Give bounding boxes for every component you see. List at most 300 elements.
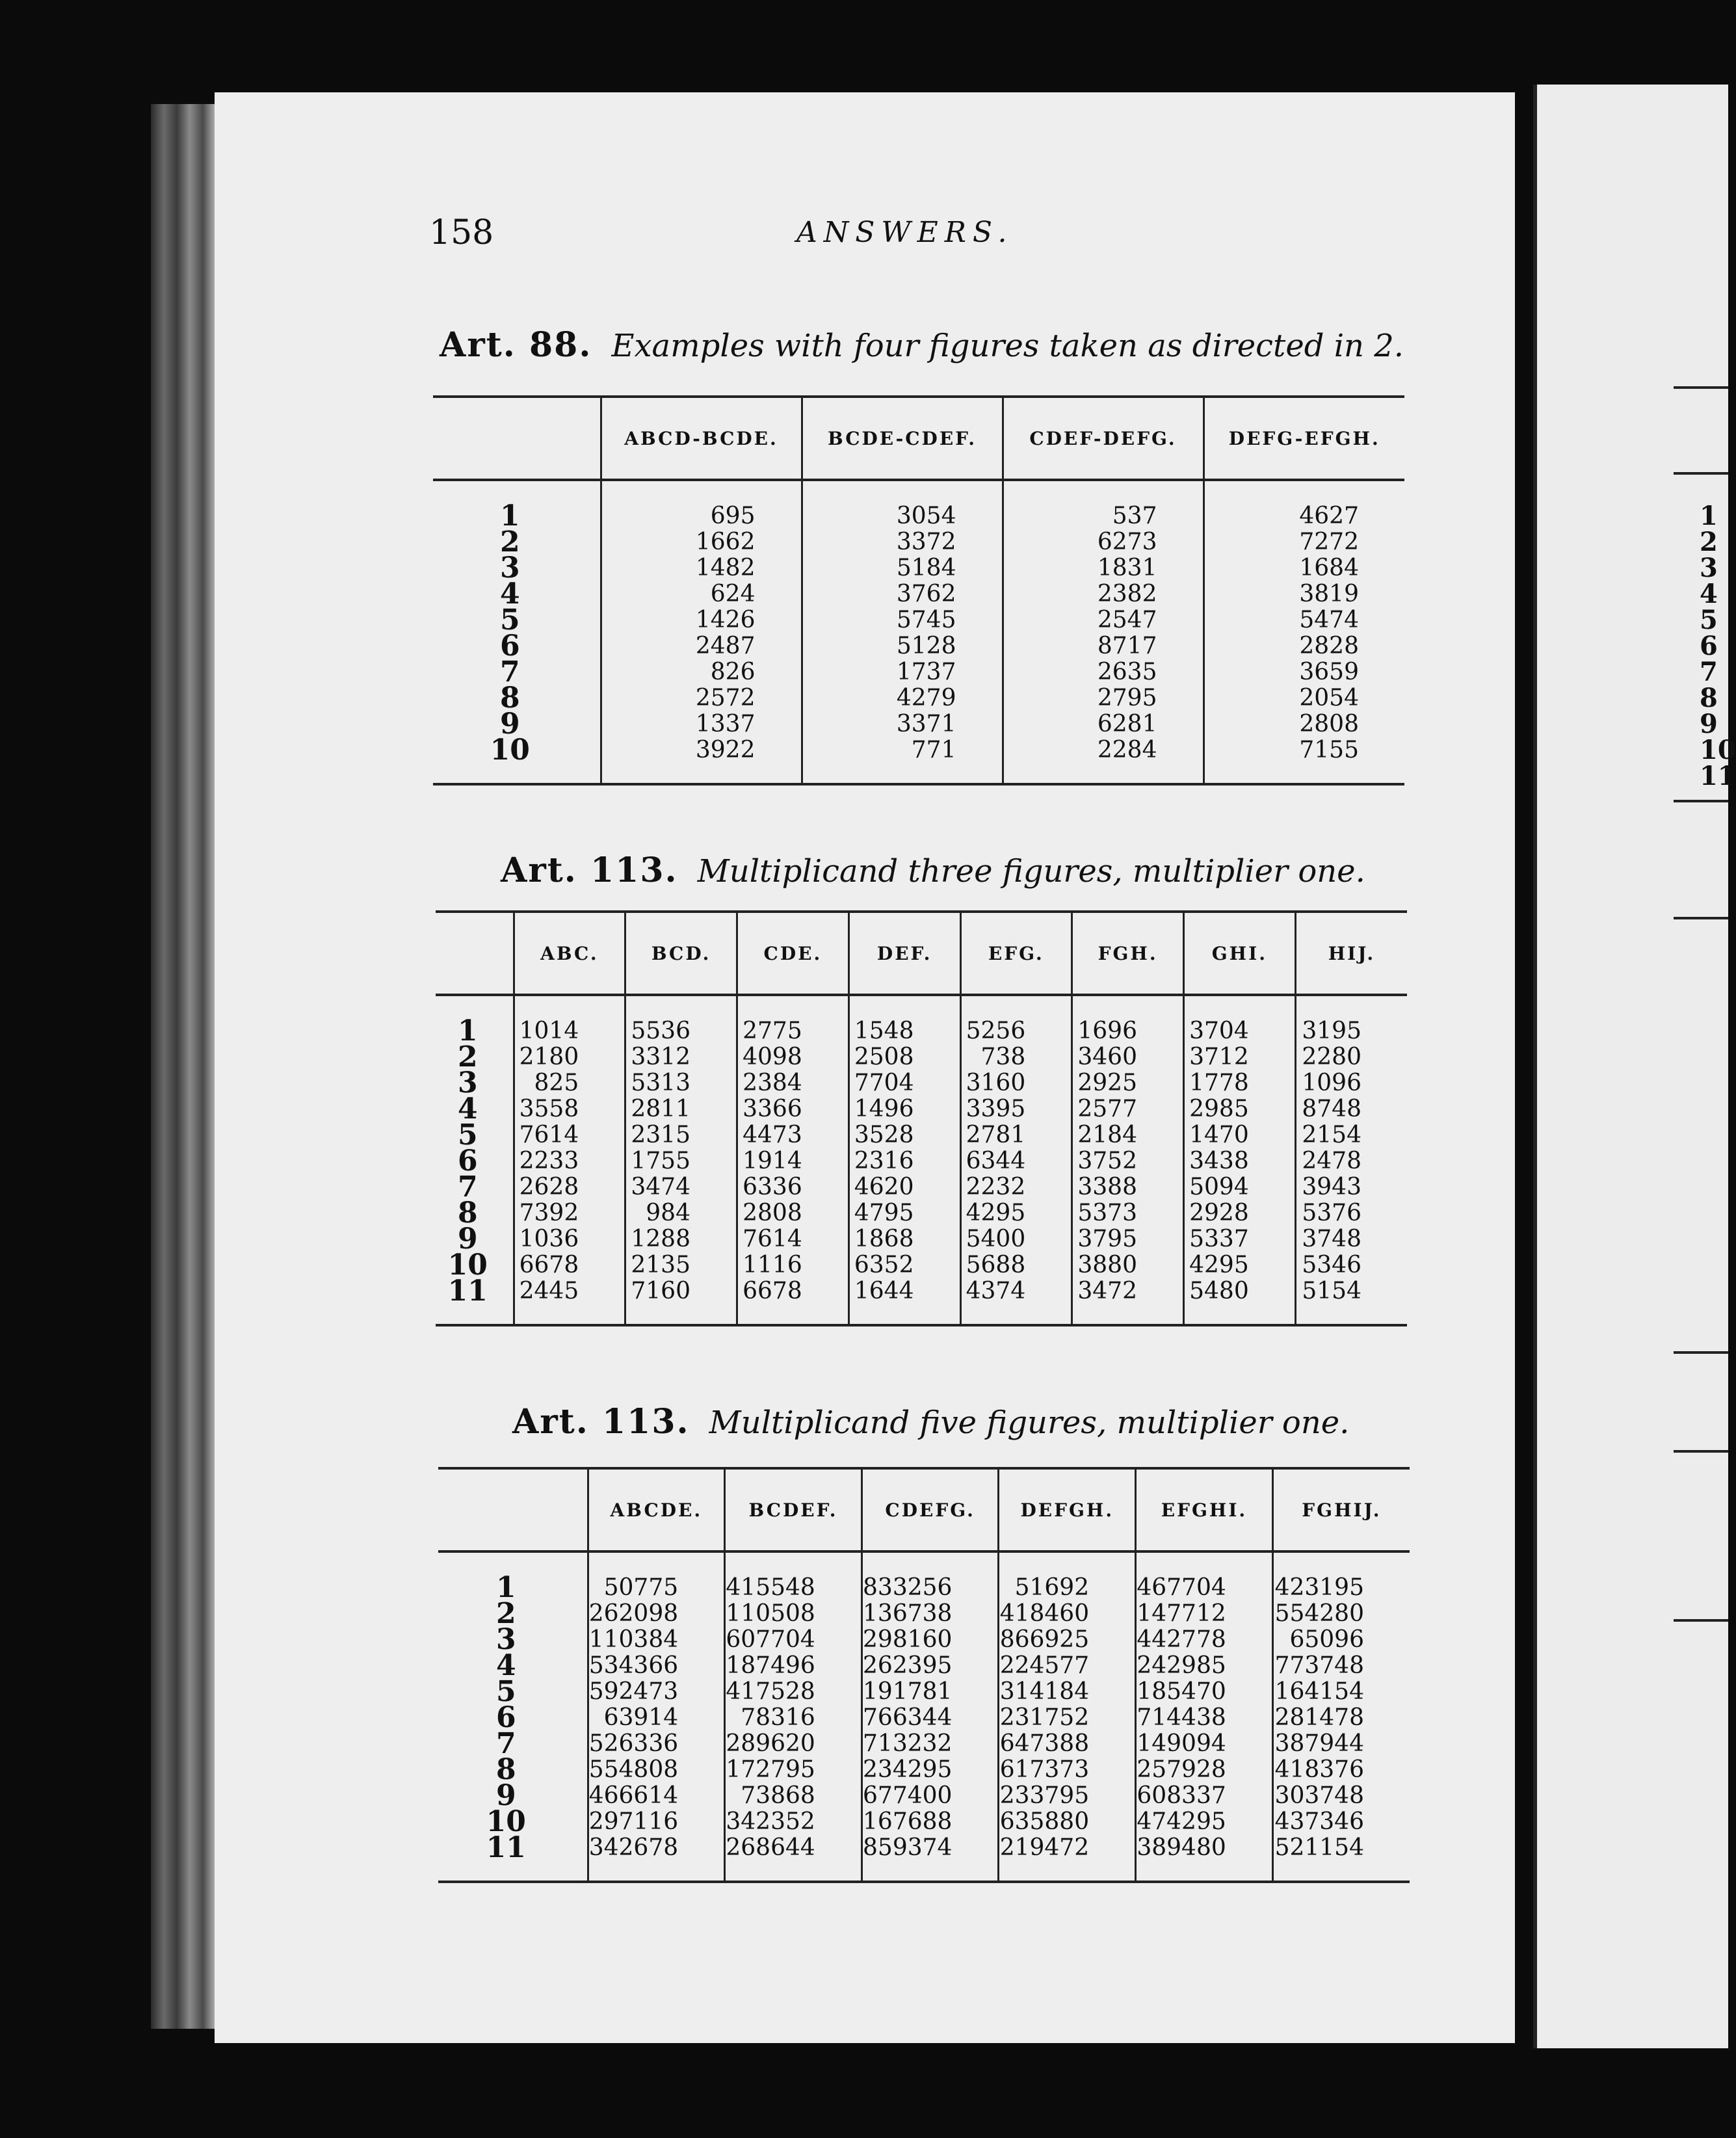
- answer-cell: 8748: [1295, 1096, 1407, 1122]
- answer-cell: 7155: [1203, 737, 1404, 784]
- table-row: [438, 1653, 1410, 1679]
- answer-cell: 5480: [1184, 1278, 1296, 1325]
- answer-cell: 2828: [1203, 633, 1404, 659]
- answer-cell: 268644: [725, 1835, 862, 1882]
- answer-cell: 4279: [802, 685, 1003, 711]
- table-row: [433, 711, 1404, 737]
- answer-cell: 2184: [1072, 1122, 1184, 1148]
- answer-cell: 624: [601, 581, 802, 607]
- answer-cell: 2928: [1184, 1200, 1296, 1226]
- answer-cell: 234295: [861, 1757, 999, 1783]
- answer-cell: 3371: [802, 711, 1003, 737]
- answer-cell: 2808: [737, 1200, 849, 1226]
- column-header: BCDEF.: [725, 1468, 862, 1551]
- answer-cell: 110384: [588, 1627, 725, 1653]
- answer-cell: 3558: [514, 1096, 625, 1122]
- table-row: [433, 659, 1404, 685]
- answer-cell: 713232: [861, 1731, 999, 1757]
- answer-cell: 1755: [625, 1148, 737, 1174]
- answer-cell: 3438: [1184, 1148, 1296, 1174]
- answer-cell: 2232: [960, 1174, 1072, 1200]
- answer-cell: 521154: [1272, 1835, 1410, 1882]
- answer-cell: 418376: [1272, 1757, 1410, 1783]
- column-header: ABCDE.: [588, 1468, 725, 1551]
- section-title-art-113-five: [512, 1402, 1349, 1442]
- answer-cell: 5313: [625, 1070, 737, 1096]
- answer-cell: 592473: [588, 1679, 725, 1705]
- answer-cell: 3922: [601, 737, 802, 784]
- row-number: 3: [499, 551, 520, 585]
- answer-cell: 7272: [1203, 529, 1404, 555]
- column-header: DEF.: [848, 912, 960, 995]
- table-row: [436, 1044, 1407, 1070]
- table-row: [438, 1551, 1410, 1601]
- row-number: 1: [495, 1571, 516, 1604]
- answer-cell: 7160: [625, 1278, 737, 1325]
- column-header: CDE.: [737, 912, 849, 995]
- answer-cell: 466614: [588, 1783, 725, 1809]
- answer-cell: 5094: [1184, 1174, 1296, 1200]
- answer-cell: 6281: [1003, 711, 1203, 737]
- table-row: [438, 1601, 1410, 1627]
- row-number: 5: [495, 1675, 516, 1708]
- answer-cell: 147712: [1136, 1601, 1273, 1627]
- answer-cell: 2508: [848, 1044, 960, 1070]
- answer-cell: 6678: [514, 1252, 625, 1278]
- answer-cell: 7704: [848, 1070, 960, 1096]
- answer-cell: 1914: [737, 1148, 849, 1174]
- answer-cell: 2572: [601, 685, 802, 711]
- answer-cell: 5337: [1184, 1226, 1296, 1252]
- table-row: [436, 1226, 1407, 1252]
- facing-digit: 1: [1700, 501, 1718, 531]
- row-number: 2: [457, 1040, 478, 1074]
- answer-cell: 1116: [737, 1252, 849, 1278]
- answer-cell: 2284: [1003, 737, 1203, 784]
- answer-cell: 5154: [1295, 1278, 1407, 1325]
- answer-cell: 149094: [1136, 1731, 1273, 1757]
- answer-cell: 1662: [601, 529, 802, 555]
- answer-cell: 766344: [861, 1705, 999, 1731]
- answer-cell: 1684: [1203, 555, 1404, 581]
- table-row: [438, 1705, 1410, 1731]
- row-number: 6: [495, 1701, 516, 1734]
- answer-cell: 5346: [1295, 1252, 1407, 1278]
- answer-cell: 607704: [725, 1627, 862, 1653]
- answer-cell: 2315: [625, 1122, 737, 1148]
- answer-cell: 1496: [848, 1096, 960, 1122]
- answer-table-art-113-five: [438, 1467, 1410, 1883]
- table-row: [433, 529, 1404, 555]
- table-row: [436, 1148, 1407, 1174]
- section-title-art-113-three: [501, 851, 1365, 890]
- row-number: 6: [499, 629, 520, 663]
- answer-cell: 1014: [514, 995, 625, 1044]
- answer-cell: 2445: [514, 1278, 625, 1325]
- answer-cell: 1096: [1295, 1070, 1407, 1096]
- answer-cell: 7614: [737, 1226, 849, 1252]
- answer-cell: 6678: [737, 1278, 849, 1325]
- table-row: [438, 1835, 1410, 1882]
- answer-cell: 1426: [601, 607, 802, 633]
- facing-rule: [1674, 386, 1728, 389]
- answer-table-art-113-three: [436, 910, 1407, 1326]
- answer-cell: 2054: [1203, 685, 1404, 711]
- column-header: FGHIJ.: [1272, 1468, 1410, 1551]
- row-number: 6: [457, 1144, 478, 1178]
- answer-cell: 1337: [601, 711, 802, 737]
- row-number: 7: [457, 1170, 478, 1204]
- table-row: [433, 685, 1404, 711]
- column-header: CDEFG.: [861, 1468, 999, 1551]
- row-number: 11: [486, 1831, 526, 1864]
- answer-cell: 4295: [960, 1200, 1072, 1226]
- answer-cell: 303748: [1272, 1783, 1410, 1809]
- answer-cell: 826: [601, 659, 802, 685]
- facing-rule: [1674, 472, 1728, 475]
- row-number: 7: [499, 655, 520, 689]
- answer-cell: 714438: [1136, 1705, 1273, 1731]
- row-number: 9: [457, 1222, 478, 1256]
- table-row: [433, 633, 1404, 659]
- row-number: 5: [499, 603, 520, 637]
- answer-cell: 825: [514, 1070, 625, 1096]
- table-row: [438, 1679, 1410, 1705]
- answer-cell: 1036: [514, 1226, 625, 1252]
- facing-digit: 4: [1700, 579, 1718, 609]
- answer-table-art-88: [433, 395, 1404, 785]
- column-header: HIJ.: [1295, 912, 1407, 995]
- answer-cell: 297116: [588, 1809, 725, 1835]
- answer-cell: 635880: [999, 1809, 1136, 1835]
- answer-cell: 289620: [725, 1731, 862, 1757]
- answer-cell: 833256: [861, 1551, 999, 1601]
- answer-cell: 262098: [588, 1601, 725, 1627]
- table-row: [438, 1757, 1410, 1783]
- row-number: 7: [495, 1727, 516, 1760]
- answer-cell: 5256: [960, 995, 1072, 1044]
- answer-cell: 4473: [737, 1122, 849, 1148]
- answer-cell: 677400: [861, 1783, 999, 1809]
- row-number: 1: [457, 1014, 478, 1048]
- answer-cell: 3752: [1072, 1148, 1184, 1174]
- column-header: FGH.: [1072, 912, 1184, 995]
- answer-cell: 2280: [1295, 1044, 1407, 1070]
- answer-cell: 3712: [1184, 1044, 1296, 1070]
- row-number: 10: [490, 733, 530, 767]
- book-spine: [151, 104, 216, 2029]
- answer-cell: 2985: [1184, 1096, 1296, 1122]
- page-header: [429, 213, 1729, 252]
- answer-cell: 647388: [999, 1731, 1136, 1757]
- answer-cell: 866925: [999, 1627, 1136, 1653]
- page-number: 158: [429, 213, 494, 252]
- answer-cell: 2808: [1203, 711, 1404, 737]
- answer-cell: 2154: [1295, 1122, 1407, 1148]
- answer-cell: 2135: [625, 1252, 737, 1278]
- answer-cell: 242985: [1136, 1653, 1273, 1679]
- answer-cell: 5474: [1203, 607, 1404, 633]
- answer-cell: 1644: [848, 1278, 960, 1325]
- answer-cell: 423195: [1272, 1551, 1410, 1601]
- facing-digit: 3: [1700, 553, 1718, 583]
- facing-rule: [1674, 917, 1728, 919]
- corner-cell: [438, 1468, 588, 1551]
- answer-cell: 7392: [514, 1200, 625, 1226]
- answer-cell: 5745: [802, 607, 1003, 633]
- row-number: 9: [499, 707, 520, 741]
- answer-cell: 984: [625, 1200, 737, 1226]
- answer-cell: 8717: [1003, 633, 1203, 659]
- answer-cell: 2635: [1003, 659, 1203, 685]
- answer-cell: 5688: [960, 1252, 1072, 1278]
- answer-cell: 3528: [848, 1122, 960, 1148]
- table-row: [436, 1278, 1407, 1325]
- answer-cell: 695: [601, 480, 802, 529]
- answer-cell: 442778: [1136, 1627, 1273, 1653]
- answer-cell: 5400: [960, 1226, 1072, 1252]
- column-header: DEFG-EFGH.: [1203, 397, 1404, 480]
- table-row: [433, 581, 1404, 607]
- answer-cell: 2233: [514, 1148, 625, 1174]
- table-header-row: [436, 912, 1407, 995]
- answer-cell: 224577: [999, 1653, 1136, 1679]
- answer-cell: 1470: [1184, 1122, 1296, 1148]
- answer-cell: 3943: [1295, 1174, 1407, 1200]
- answer-cell: 1696: [1072, 995, 1184, 1044]
- answer-cell: 3880: [1072, 1252, 1184, 1278]
- answer-cell: 2925: [1072, 1070, 1184, 1096]
- answer-cell: 738: [960, 1044, 1072, 1070]
- corner-cell: [436, 912, 514, 995]
- answer-cell: 136738: [861, 1601, 999, 1627]
- answer-cell: 7614: [514, 1122, 625, 1148]
- facing-rule: [1674, 800, 1728, 802]
- column-header: DEFGH.: [999, 1468, 1136, 1551]
- answer-cell: 2628: [514, 1174, 625, 1200]
- table-row: [433, 555, 1404, 581]
- row-number: 8: [499, 681, 520, 715]
- row-number: 2: [495, 1597, 516, 1630]
- answer-cell: 191781: [861, 1679, 999, 1705]
- answer-cell: 608337: [1136, 1783, 1273, 1809]
- answer-cell: 262395: [861, 1653, 999, 1679]
- facing-rule: [1674, 1351, 1728, 1354]
- answer-cell: 167688: [861, 1809, 999, 1835]
- answer-cell: 534366: [588, 1653, 725, 1679]
- table-row: [436, 1070, 1407, 1096]
- row-number: 4: [499, 577, 520, 611]
- answer-cell: 4098: [737, 1044, 849, 1070]
- table-row: [436, 1252, 1407, 1278]
- answer-cell: 554280: [1272, 1601, 1410, 1627]
- answer-cell: 3160: [960, 1070, 1072, 1096]
- row-number: 5: [457, 1118, 478, 1152]
- table-row: [436, 1200, 1407, 1226]
- answer-cell: 6344: [960, 1148, 1072, 1174]
- answer-cell: 1737: [802, 659, 1003, 685]
- answer-cell: 3819: [1203, 581, 1404, 607]
- answer-cell: 1482: [601, 555, 802, 581]
- answer-cell: 50775: [588, 1551, 725, 1601]
- answer-cell: 2577: [1072, 1096, 1184, 1122]
- facing-digit: 8: [1700, 683, 1718, 713]
- answer-cell: 65096: [1272, 1627, 1410, 1653]
- art-description: Examples with four figures taken as directed in 2.: [611, 328, 1404, 364]
- column-header: CDEF-DEFG.: [1003, 397, 1203, 480]
- table-row: [438, 1809, 1410, 1835]
- answer-cell: 4374: [960, 1278, 1072, 1325]
- facing-rule: [1674, 1619, 1728, 1622]
- answer-cell: 415548: [725, 1551, 862, 1601]
- column-header: EFGHI.: [1136, 1468, 1273, 1551]
- running-head: ANSWERS.: [796, 216, 1014, 249]
- facing-digit: 9: [1700, 709, 1718, 739]
- answer-cell: 233795: [999, 1783, 1136, 1809]
- answer-cell: 3395: [960, 1096, 1072, 1122]
- answer-cell: 771: [802, 737, 1003, 784]
- answer-cell: 2487: [601, 633, 802, 659]
- answer-cell: 1548: [848, 995, 960, 1044]
- table-header-row: [433, 397, 1404, 480]
- answer-cell: 342352: [725, 1809, 862, 1835]
- art-description: Multiplicand five figures, multiplier one.: [709, 1405, 1350, 1441]
- answer-cell: 617373: [999, 1757, 1136, 1783]
- answer-cell: 298160: [861, 1627, 999, 1653]
- answer-cell: 387944: [1272, 1731, 1410, 1757]
- answer-cell: 4795: [848, 1200, 960, 1226]
- answer-cell: 6273: [1003, 529, 1203, 555]
- answer-cell: 5373: [1072, 1200, 1184, 1226]
- answer-cell: 342678: [588, 1835, 725, 1882]
- row-number: 11: [447, 1274, 488, 1308]
- answer-cell: 3795: [1072, 1226, 1184, 1252]
- row-number: 8: [495, 1753, 516, 1786]
- answer-cell: 281478: [1272, 1705, 1410, 1731]
- answer-cell: 3474: [625, 1174, 737, 1200]
- row-number: 1: [499, 499, 520, 533]
- answer-cell: 418460: [999, 1601, 1136, 1627]
- answer-cell: 73868: [725, 1783, 862, 1809]
- table-row: [438, 1731, 1410, 1757]
- answer-cell: 1288: [625, 1226, 737, 1252]
- answer-cell: 773748: [1272, 1653, 1410, 1679]
- art-description: Multiplicand three figures, multiplier one.: [697, 853, 1365, 890]
- answer-cell: 3460: [1072, 1044, 1184, 1070]
- row-number: 10: [447, 1248, 488, 1282]
- table-row: [433, 607, 1404, 633]
- table-row: [433, 737, 1404, 784]
- answer-cell: 2781: [960, 1122, 1072, 1148]
- facing-digit: 6: [1700, 631, 1718, 661]
- answer-cell: 554808: [588, 1757, 725, 1783]
- answer-cell: 185470: [1136, 1679, 1273, 1705]
- answer-cell: 3762: [802, 581, 1003, 607]
- answer-cell: 4620: [848, 1174, 960, 1200]
- corner-cell: [433, 397, 601, 480]
- answer-cell: 4627: [1203, 480, 1404, 529]
- section-title-art-88: [440, 325, 1404, 365]
- answer-cell: 3366: [737, 1096, 849, 1122]
- answer-cell: 164154: [1272, 1679, 1410, 1705]
- answer-cell: 2316: [848, 1148, 960, 1174]
- answer-cell: 231752: [999, 1705, 1136, 1731]
- answer-cell: 78316: [725, 1705, 862, 1731]
- table-row: [438, 1627, 1410, 1653]
- row-number: 4: [495, 1649, 516, 1682]
- facing-digit: 2: [1700, 527, 1718, 557]
- answer-cell: 3659: [1203, 659, 1404, 685]
- answer-cell: 389480: [1136, 1835, 1273, 1882]
- column-header: ABC.: [514, 912, 625, 995]
- answer-cell: 3748: [1295, 1226, 1407, 1252]
- row-number: 4: [457, 1092, 478, 1126]
- answer-cell: 3054: [802, 480, 1003, 529]
- answer-cell: 1831: [1003, 555, 1203, 581]
- answer-cell: 5536: [625, 995, 737, 1044]
- answer-cell: 2180: [514, 1044, 625, 1070]
- answer-cell: 2382: [1003, 581, 1203, 607]
- row-number: 10: [486, 1805, 526, 1838]
- answer-cell: 3312: [625, 1044, 737, 1070]
- table-row: [436, 1174, 1407, 1200]
- answer-cell: 172795: [725, 1757, 862, 1783]
- column-header: BCD.: [625, 912, 737, 995]
- answer-cell: 3195: [1295, 995, 1407, 1044]
- answer-cell: 257928: [1136, 1757, 1273, 1783]
- answer-cell: 4295: [1184, 1252, 1296, 1278]
- answer-cell: 417528: [725, 1679, 862, 1705]
- facing-digit: 7: [1700, 657, 1718, 687]
- answer-cell: 537: [1003, 480, 1203, 529]
- answer-cell: 187496: [725, 1653, 862, 1679]
- answer-cell: 219472: [999, 1835, 1136, 1882]
- facing-page-edge: [1533, 85, 1736, 2048]
- answer-cell: 2478: [1295, 1148, 1407, 1174]
- answer-cell: 437346: [1272, 1809, 1410, 1835]
- answer-cell: 314184: [999, 1679, 1136, 1705]
- facing-digit: 10: [1700, 735, 1736, 765]
- answer-cell: 6336: [737, 1174, 849, 1200]
- answer-cell: 859374: [861, 1835, 999, 1882]
- answer-cell: 474295: [1136, 1809, 1273, 1835]
- answer-cell: 5376: [1295, 1200, 1407, 1226]
- answer-cell: 2795: [1003, 685, 1203, 711]
- table-row: [438, 1783, 1410, 1809]
- answer-cell: 1868: [848, 1226, 960, 1252]
- table-row: [436, 1122, 1407, 1148]
- answer-cell: 1778: [1184, 1070, 1296, 1096]
- table-row: [436, 1096, 1407, 1122]
- answer-cell: 6352: [848, 1252, 960, 1278]
- row-number: 9: [495, 1779, 516, 1812]
- facing-rule: [1674, 1450, 1728, 1453]
- answer-cell: 110508: [725, 1601, 862, 1627]
- answer-cell: 3372: [802, 529, 1003, 555]
- answer-cell: 467704: [1136, 1551, 1273, 1601]
- answer-cell: 5128: [802, 633, 1003, 659]
- facing-digit: 11: [1700, 761, 1736, 791]
- column-header: ABCD-BCDE.: [601, 397, 802, 480]
- answer-cell: 2811: [625, 1096, 737, 1122]
- art-number: Art. 113.: [512, 1402, 690, 1442]
- answer-cell: 3704: [1184, 995, 1296, 1044]
- column-header: GHI.: [1184, 912, 1296, 995]
- column-header: BCDE-CDEF.: [802, 397, 1003, 480]
- row-number: 3: [457, 1066, 478, 1100]
- column-header: EFG.: [960, 912, 1072, 995]
- answer-cell: 2547: [1003, 607, 1203, 633]
